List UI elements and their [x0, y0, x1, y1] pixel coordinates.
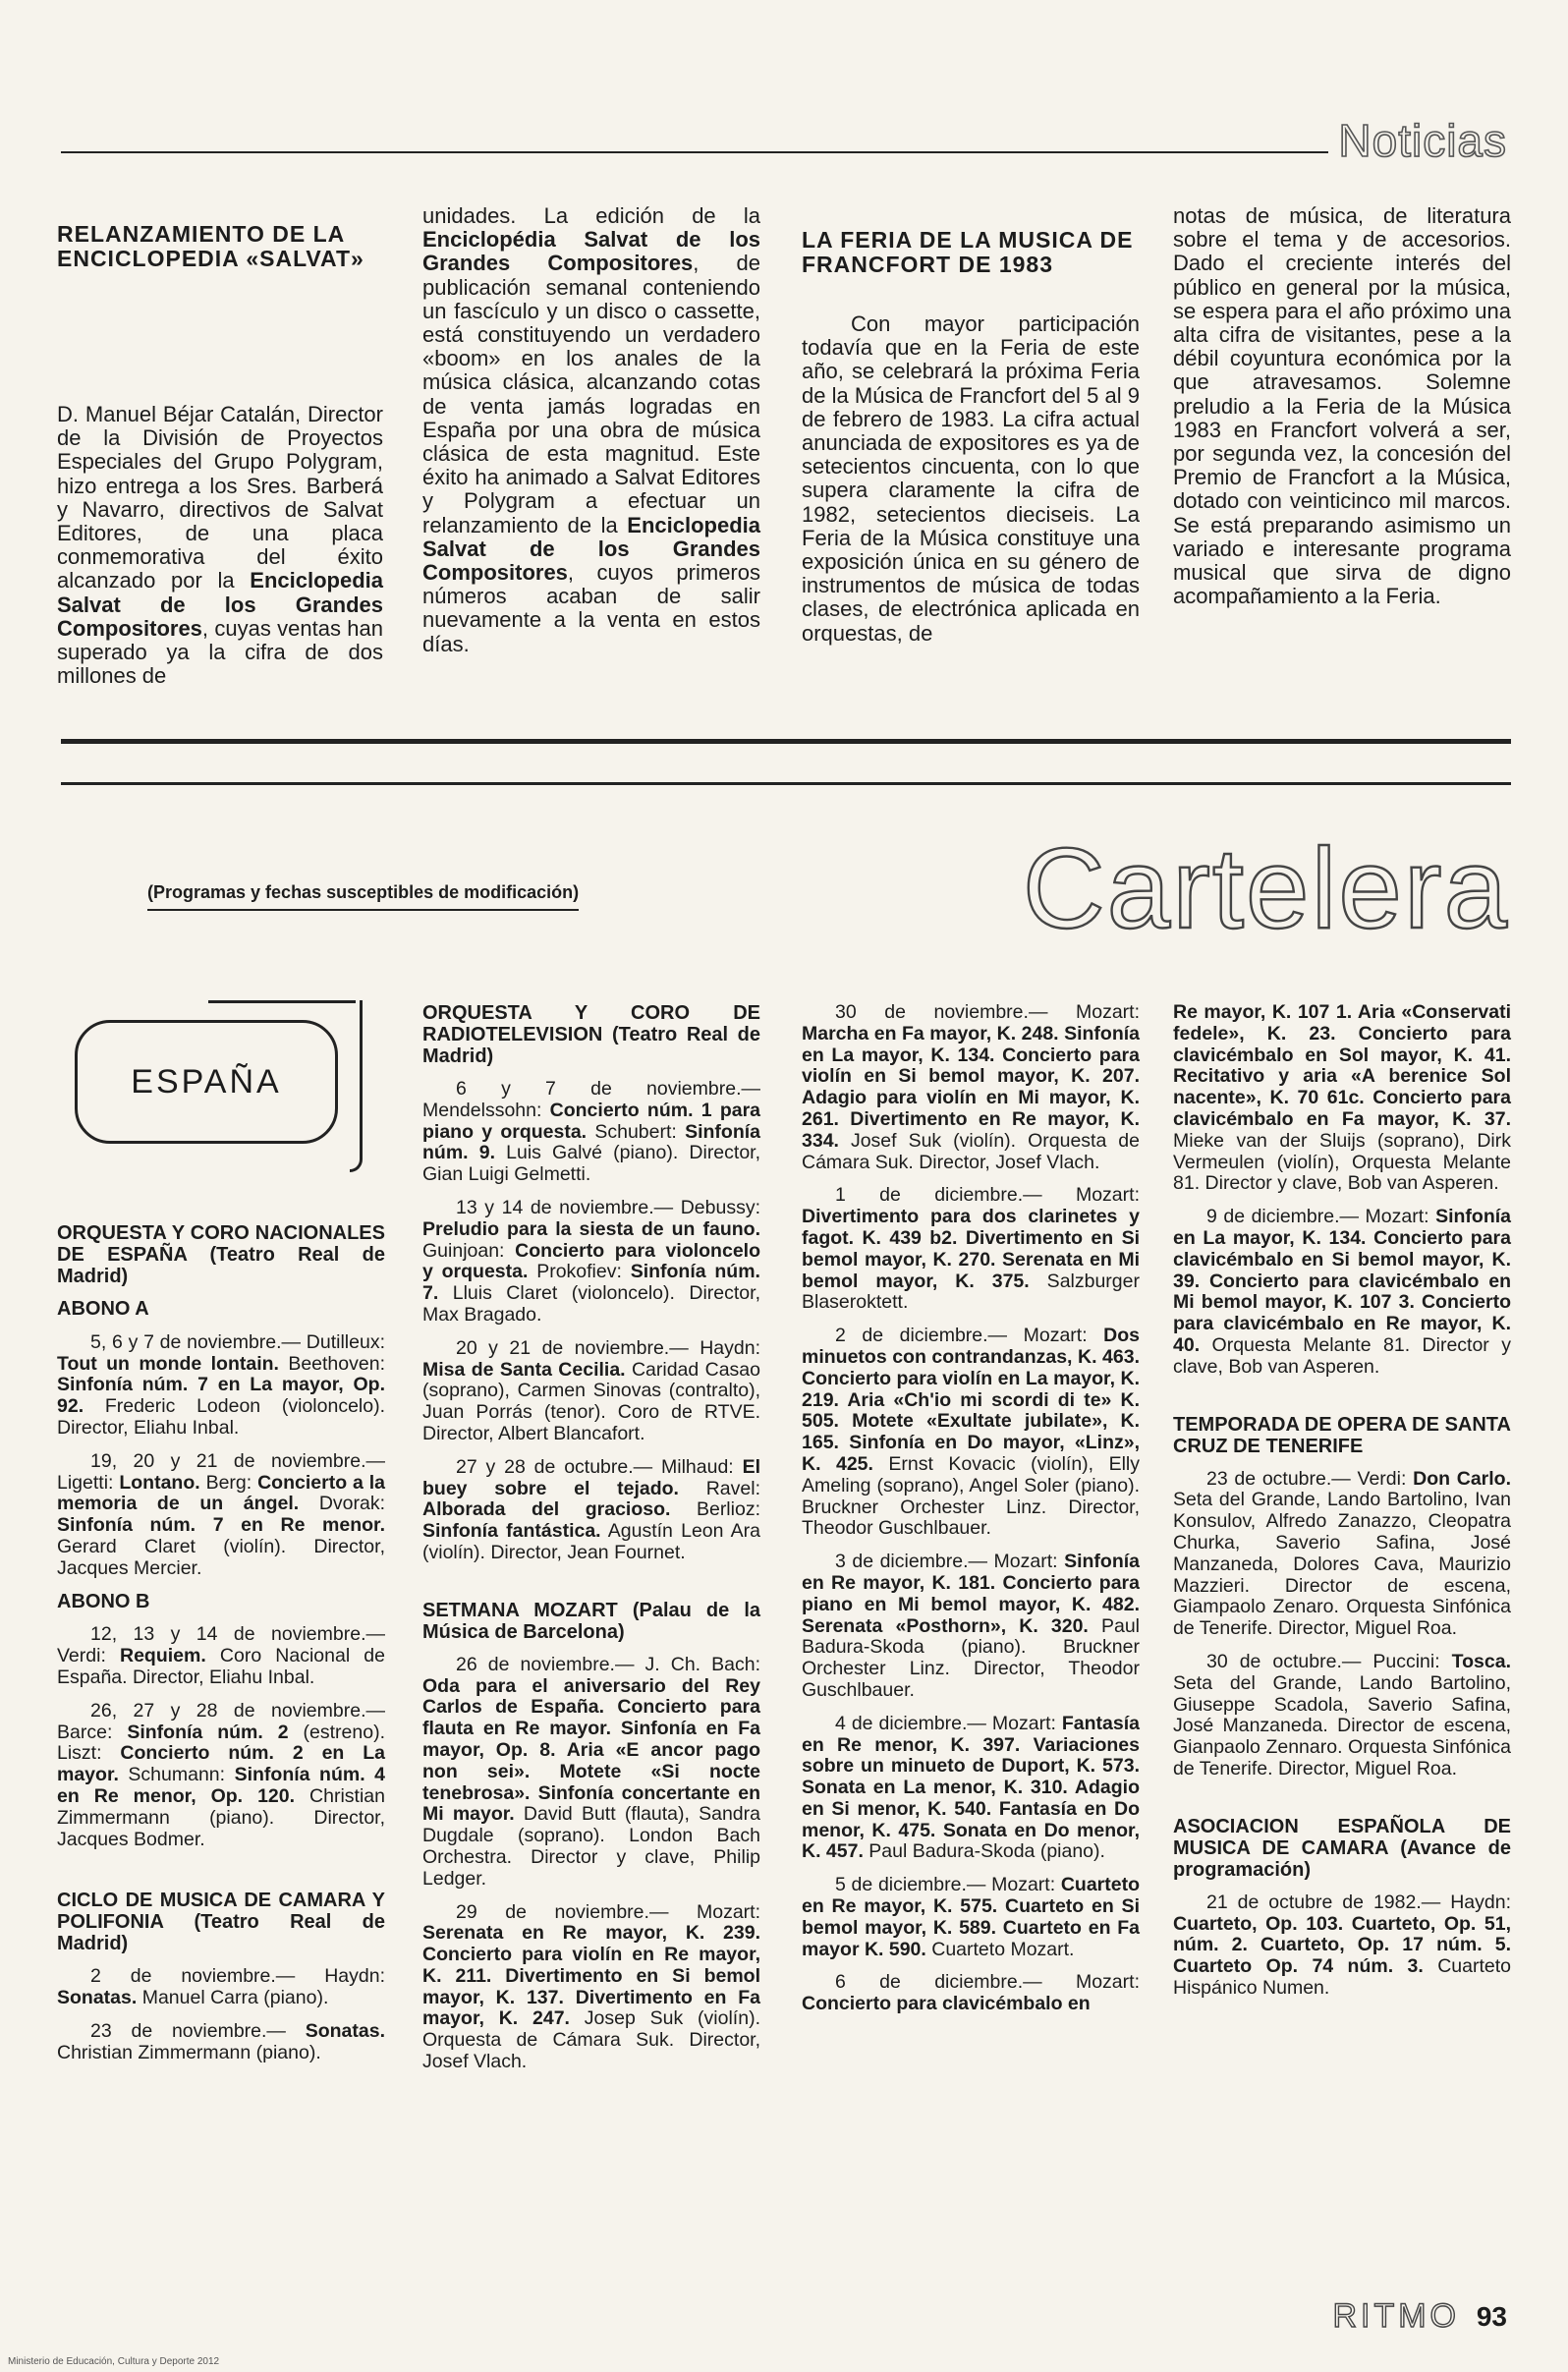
program-entry: 5 de diciembre.— Mozart: Cuarteto en Re mayor, K. 575. Cuarteto en Si bemol mayor, K. 589. Cuarteto en Fa mayor K. 590. Cuarteto Mozart.	[802, 1874, 1140, 1960]
program-entry: 26, 27 y 28 de noviembre.— Barce: Sinfonía núm. 2 (estreno). Liszt: Concierto núm. 2 en La mayor. Schumann: Sinfonía núm. 4 en Re menor, Op. 120. Christian Zimmermann (piano). Director, Jacques Bodmer.	[57, 1699, 385, 1850]
program-entry: 23 de noviembre.— Sonatas. Christian Zimmermann (piano).	[57, 2019, 385, 2063]
program-entry: 12, 13 y 14 de noviembre.— Verdi: Requiem. Coro Nacional de España. Director, Eliahu Inbal.	[57, 1623, 385, 1688]
news-body-salvat-part1: D. Manuel Béjar Catalán, Director de la División de Proyectos Especiales del Grupo Polygram, hizo entrega a los Sres. Barberá y Navarro, directivos de Salvat Editores, de una placa conmemorativa del éxito alcanzado por la Enciclopedia Salvat de los Grandes Compositores, cuyas ventas han superado ya la cifra de dos millones de	[57, 402, 383, 689]
subscription-heading: ABONO B	[57, 1590, 150, 1612]
news-body-francfort-part2: notas de música, de literatura sobre el tema y de accesorios. Dado el creciente interés del público en general por la música, se espera para el año próximo una alta cifra de visitantes, pese a la débil coyuntura económica por la que atravesamos. Solemne preludio a la Feria de la Música 1983 en Francfort volverá a ser, por segunda vez, la concesión del Premio de Francfort a la Música, dotado con veinticinco mil marcos. Se está preparando asimismo un variado e interesante programa musical que sirva de digno acompañamiento a la Feria.	[1173, 203, 1511, 609]
program-entry: 2 de noviembre.— Haydn: Sonatas. Manuel Carra (piano).	[57, 1965, 385, 2009]
program-entry: 21 de octubre de 1982.— Haydn: Cuarteto, Op. 103. Cuarteto, Op. 51, núm. 2. Cuarteto, Op. 17 núm. 5. Cuarteto Op. 74 núm. 3. Cuarteto Hispánico Numen.	[1173, 1891, 1511, 1999]
subscription-heading: ABONO A	[57, 1298, 149, 1320]
program-entry: 26 de noviembre.— J. Ch. Bach: Oda para el aniversario del Rey Carlos de España. Concierto para flauta en Re mayor. Sinfonía en Fa mayor, Op. 8. Aria «E ancor pago non sei». Motete «Si nocte tenebrosa». Sinfonía concertante en Mi mayor. David Butt (flauta), Sandra Dugdale (soprano). London Bach Orchestra. Director y clave, Philip Ledger.	[422, 1653, 760, 1890]
program-entry: 19, 20 y 21 de noviembre.— Ligetti: Lontano. Berg: Concierto a la memoria de un ángel. Dvorak: Sinfonía núm. 7 en Re menor. Gerard Claret (violín). Director, Jacques Mercier.	[57, 1449, 386, 1579]
magazine-logo: RITMO	[1332, 2297, 1460, 2335]
venue-heading: ASOCIACION ESPAÑOLA DE MUSICA DE CAMARA (Avance de programación)	[1173, 1815, 1511, 1881]
listing-column-2	[422, 1002, 760, 2085]
program-entry: 4 de diciembre.— Mozart: Fantasía en Re menor, K. 397. Variaciones sobre un minueto de Duport, K. 573. Sonata en La menor, K. 310. Adagio en Si menor, K. 540. Fantasía en Do menor, K. 475. Sonata en Do menor, K. 457. Paul Badura-Skoda (piano).	[802, 1712, 1140, 1863]
news-title-francfort: LA FERIA DE LA MUSICA DE FRANCFORT DE 1983	[802, 227, 1134, 277]
program-entry: 5, 6 y 7 de noviembre.— Dutilleux: Tout un monde lontain. Beethoven: Sinfonía núm. 7 en La mayor, Op. 92. Frederic Lodeon (violoncelo). Director, Eliahu Inbal.	[57, 1330, 385, 1439]
program-entry: 2 de diciembre.— Mozart: Dos minuetos con contrandanzas, K. 463. Concierto para violín en La mayor, K. 219. Aria «Ch'io mi scordi di te» K. 505. Motete «Exultate jubilate», K. 165. Sinfonía en Do mayor, «Linz», K. 425. Ernst Kovacic (violín), Elly Ameling (soprano), Angel Soler (piano). Bruckner Orchester Linz. Director, Theodor Guschlbauer.	[802, 1325, 1140, 1540]
section-divider	[61, 739, 1511, 744]
listing-column-1	[57, 1222, 385, 2076]
disclaimer: (Programas y fechas susceptibles de modificación)	[147, 882, 579, 911]
country-label: ESPAÑA	[75, 1020, 338, 1144]
program-entry: 9 de diciembre.— Mozart: Sinfonía en La mayor, K. 134. Concierto para clavicémbalo en Si bemol mayor, K. 39. Concierto para clavicémbalo en Mi bemol mayor, K. 107 3. Concierto para clavicémbalo en Re mayor, K. 40. Orquesta Melante 81. Director y clave, Bob van Asperen.	[1173, 1206, 1511, 1378]
news-body-salvat-part2: unidades. La edición de la Enciclopédia Salvat de los Grandes Compositores, de publicación semanal conteniendo un fascículo y un disco o cassette, está constituyendo un verdadero «boom» en los anales de la música clásica, alcanzando cotas de venta jamás logradas en España por una obra de música clásica de esta magnitud. Este éxito ha animado a Salvat Editores y Polygram a efectuar un relanzamiento de la Enciclopedia Salvat de los Grandes Compositores, cuyos primeros números acaban de salir nuevamente a la venta en estos días.	[422, 203, 760, 656]
program-entry: 13 y 14 de noviembre.— Debussy: Preludio para la siesta de un fauno. Guinjoan: Concierto para violoncelo y orquesta. Prokofiev: Sinfonía núm. 7. Lluis Claret (violoncelo). Director, Max Bragado.	[422, 1196, 760, 1326]
program-entry: 1 de diciembre.— Mozart: Divertimento para dos clarinetes y fagot. K. 439 b2. Divertimento en Si bemol mayor, K. 270. Serenata en Mi bemol mayor, K. 375. Salzburger Blaseroktett.	[802, 1184, 1140, 1314]
program-entry: 29 de noviembre.— Mozart: Serenata en Re mayor, K. 239. Concierto para violín en Re mayor, K. 211. Divertimento en Si bemol mayor, K. 137. Divertimento en Fa mayor, K. 247. Josep Suk (violín). Orquesta de Cámara Suk. Director, Josef Vlach.	[422, 1900, 760, 2073]
program-entry: 6 de diciembre.— Mozart: Concierto para clavicémbalo en	[802, 1971, 1140, 2015]
news-body-francfort-part1: Con mayor participación todavía que en la Feria de este año, se celebrará la próxima Feria de la Música de Francfort del 5 al 9 de febrero de 1983. La cifra actual anunciada de expositores es ya de setecientos cincuenta, con lo que supera claramente la cifra de 1982, setecientos dieciseis. La Feria de la Música constituye una exposición única en su género de instrumentos de música de todas clases, de electrónica aplicada en orquestas, de	[802, 311, 1140, 646]
news-title-salvat: RELANZAMIENTO DE LA ENCICLOPEDIA «SALVAT»	[57, 221, 364, 271]
venue-heading: CICLO DE MUSICA DE CAMARA Y POLIFONIA (Teatro Real de Madrid)	[57, 1890, 385, 1955]
scan-credit: Ministerio de Educación, Cultura y Deporte 2012	[8, 2356, 220, 2367]
section-divider-thin	[61, 782, 1511, 785]
program-entry: 3 de diciembre.— Mozart: Sinfonía en Re mayor, K. 181. Concierto para piano en Mi bemol mayor, K. 482. Serenata «Posthorn», K. 320. Paul Badura-Skoda (piano). Bruckner Orchester Linz. Director, Theodor Guschlbauer.	[802, 1551, 1140, 1701]
venue-heading: TEMPORADA DE OPERA DE SANTA CRUZ DE TENERIFE	[1173, 1413, 1511, 1457]
venue-heading: ORQUESTA Y CORO DE RADIOTELEVISION (Teatro Real de Madrid)	[422, 1002, 760, 1067]
listing-column-4	[1173, 1002, 1511, 2011]
program-entry: 30 de noviembre.— Mozart: Marcha en Fa mayor, K. 248. Sinfonía en La mayor, K. 134. Concierto para violín en Si bemol mayor, K. 207. Adagio para violín en Mi mayor, K. 261. Divertimento en Re mayor, K. 334. Josef Suk (violín). Orquesta de Cámara Suk. Director, Josef Vlach.	[802, 1001, 1140, 1173]
country-box	[61, 1000, 356, 1169]
venue-heading: SETMANA MOZART (Palau de la Música de Barcelona)	[422, 1599, 760, 1643]
program-entry: 20 y 21 de noviembre.— Haydn: Misa de Santa Cecilia. Caridad Casao (soprano), Carmen Sinovas (contralto), Juan Porrás (tenor). Coro de RTVE. Director, Albert Blancafort.	[422, 1336, 760, 1444]
box-frame-top	[208, 1000, 356, 1003]
section-title: Noticias	[1338, 115, 1507, 166]
venue-heading: ORQUESTA Y CORO NACIONALES DE ESPAÑA (Teatro Real de Madrid)	[57, 1222, 385, 1287]
program-entry: Re mayor, K. 107 1. Aria «Conservati fedele», K. 23. Concierto para clavicémbalo en Sol mayor, K. 41. Recitativo y aria «A berenice Sol nacente», K. 70 61c. Concierto para clavicémbalo en Fa mayor, K. 37. Mieke van der Sluijs (soprano), Dirk Vermeulen (violín), Orquesta Melante 81. Director y clave, Bob van Asperen.	[1173, 1001, 1511, 1195]
listing-column-3	[802, 1002, 1140, 2027]
program-entry: 30 de octubre.— Puccini: Tosca. Seta del Grande, Lando Bartolino, Giuseppe Scadola, Saverio Safina, José Manzaneda. Director de escena, Gianpaolo Zennaro. Orquesta Sinfónica de Tenerife. Director, Miguel Roa.	[1173, 1650, 1511, 1779]
cartelera-title: Cartelera	[1022, 824, 1509, 952]
box-frame-right	[350, 1000, 363, 1172]
page-number: 93	[1476, 2301, 1507, 2332]
top-rule	[61, 151, 1328, 153]
program-entry: 27 y 28 de octubre.— Milhaud: El buey sobre el tejado. Ravel: Alborada del gracioso. Berlioz: Sinfonía fantástica. Agustín Leon Ara (violín). Director, Jean Fournet.	[422, 1455, 760, 1563]
program-entry: 6 y 7 de noviembre.— Mendelssohn: Concierto núm. 1 para piano y orquesta. Schubert: Sinfonía núm. 9. Luis Galvé (piano). Director, Gian Luigi Gelmetti.	[422, 1078, 761, 1186]
program-entry: 23 de octubre.— Verdi: Don Carlo. Seta del Grande, Lando Bartolino, Ivan Konsulov, Alfredo Zanazzo, Cleopatra Churka, Saverio Safina, José Manzaneda, Dolores Cava, Maurizio Mazzieri. Director de escena, Giampaolo Zenaro. Orquesta Sinfónica de Tenerife. Director, Miguel Roa.	[1173, 1467, 1512, 1640]
